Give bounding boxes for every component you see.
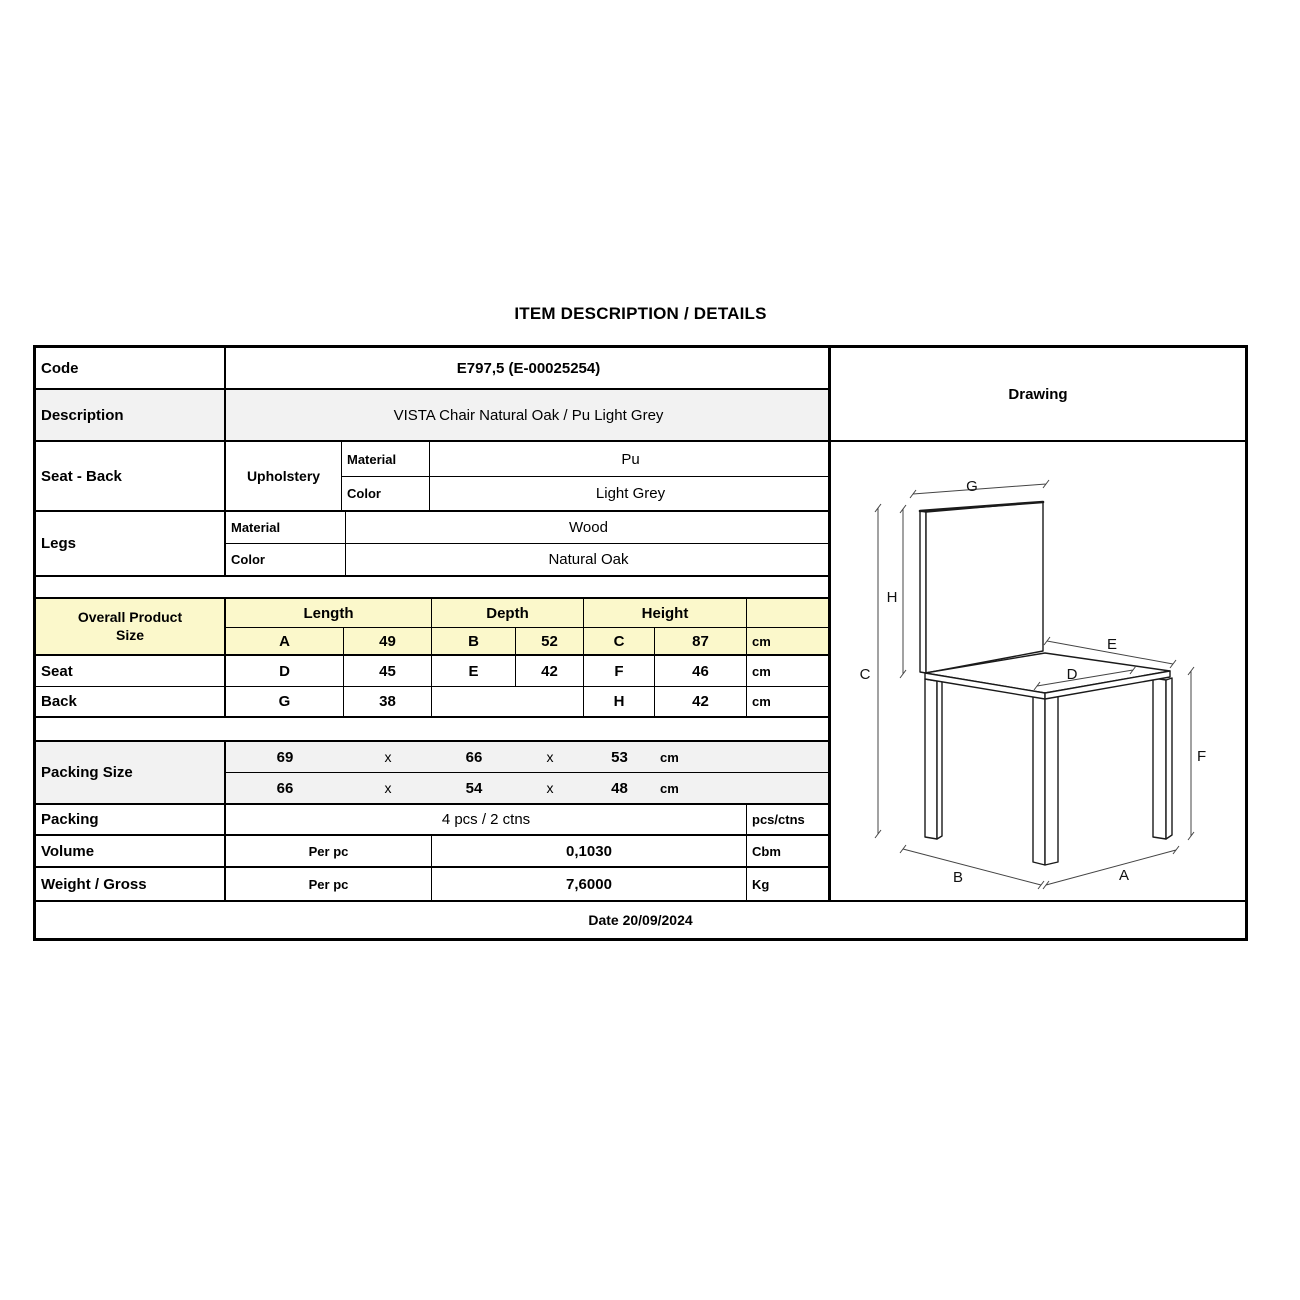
- packing-dim: 54: [465, 779, 483, 797]
- volume-basis: Per pc: [226, 836, 432, 866]
- empty-cell: [432, 687, 584, 716]
- packing-dim: 66: [276, 779, 294, 797]
- color-value: Natural Oak: [548, 551, 629, 568]
- unit-cell: cm: [660, 780, 679, 796]
- dim-label-e: E: [1106, 636, 1118, 653]
- packing-size-label: Packing Size: [36, 742, 226, 803]
- drawing-area: [831, 442, 1245, 900]
- weight-row: [36, 868, 828, 900]
- empty-cell: [747, 599, 831, 627]
- size-cell: H: [584, 687, 655, 716]
- packing-size-row: [226, 742, 831, 773]
- dim-line-a: [1043, 846, 1179, 889]
- dim-line-g: [910, 480, 1049, 498]
- material-value: Pu: [621, 450, 640, 468]
- size-cell: E: [432, 656, 516, 686]
- back-label: Back: [36, 687, 226, 716]
- length-header: Length: [226, 599, 432, 627]
- empty-cell: [36, 577, 831, 597]
- code-row: [36, 348, 828, 390]
- color-value: Light Grey: [595, 485, 666, 502]
- weight-basis: Per pc: [226, 868, 432, 900]
- unit-cell: cm: [752, 633, 771, 649]
- overall-size-row: [226, 628, 828, 654]
- table-main: [36, 348, 1245, 900]
- date-value: Date 20/09/2024: [588, 912, 693, 928]
- dim-label-c: C: [859, 666, 871, 683]
- chair-leg: [1166, 678, 1172, 839]
- chair-drawing: [831, 442, 1245, 900]
- size-cell: 45: [344, 656, 432, 686]
- size-cell: D: [226, 656, 344, 686]
- packing-dim: 69: [276, 748, 294, 766]
- packing-size-block: [36, 742, 828, 805]
- weight-label: Weight / Gross: [36, 868, 226, 900]
- packing-dim: 48: [611, 779, 628, 797]
- upholstery-label: Upholstery: [226, 442, 342, 510]
- spacer-row: [36, 577, 828, 599]
- size-cell: F: [584, 656, 655, 686]
- packing-label: Packing: [36, 805, 226, 834]
- dim-label-h: H: [886, 589, 898, 606]
- size-cell: 49: [344, 628, 432, 654]
- size-cell: 38: [344, 687, 432, 716]
- size-cell: A: [226, 628, 344, 654]
- code-value: E797,5 (E-00025254): [456, 359, 601, 377]
- packing-dim: 66: [465, 748, 483, 766]
- seat-back-block: [36, 442, 828, 512]
- depth-header: Depth: [432, 599, 584, 627]
- chair-backrest-edge: [920, 511, 926, 673]
- seat-back-subrows: [342, 442, 828, 510]
- description-label: Description: [36, 390, 226, 440]
- page-title: ITEM DESCRIPTION / DETAILS: [514, 304, 767, 323]
- size-dimension-header-row: [226, 599, 828, 628]
- seat-back-label: Seat - Back: [36, 442, 226, 510]
- packing-row: [36, 805, 828, 836]
- description-value: VISTA Chair Natural Oak / Pu Light Grey: [393, 406, 664, 424]
- date-row: [36, 900, 1245, 938]
- size-cell: 46: [655, 656, 747, 686]
- unit-cell: pcs/ctns: [752, 812, 805, 827]
- dim-label-f: F: [1197, 748, 1207, 765]
- code-label: Code: [36, 348, 226, 388]
- unit-cell: Cbm: [752, 843, 781, 859]
- dim-line-c: [875, 504, 881, 838]
- material-value: Wood: [569, 519, 608, 536]
- packing-size-row: [226, 773, 831, 803]
- legs-label: Legs: [36, 512, 226, 575]
- size-cell: 42: [516, 656, 584, 686]
- color-label: Color: [342, 477, 430, 510]
- overall-product-size-line1: Overall Product: [77, 609, 183, 625]
- dim-line-b: [900, 845, 1044, 889]
- seat-label: Seat: [36, 656, 226, 686]
- spec-columns: [36, 348, 831, 900]
- size-cell: 52: [516, 628, 584, 654]
- times-separator: x: [546, 780, 554, 796]
- overall-product-size-label: [36, 599, 226, 654]
- material-label: Material: [342, 442, 430, 476]
- dim-label-b: B: [952, 869, 964, 886]
- drawing-column: [831, 348, 1245, 900]
- unit-cell: Kg: [752, 876, 770, 892]
- packing-dim: 53: [611, 748, 628, 766]
- description-row: [36, 390, 828, 442]
- legs-color-row: [226, 544, 828, 575]
- chair-leg: [1153, 678, 1166, 839]
- size-header-subrows: [226, 599, 828, 654]
- unit-cell: cm: [660, 749, 679, 765]
- dim-label-a: A: [1118, 867, 1130, 884]
- packing-value: 4 pcs / 2 ctns: [226, 805, 747, 834]
- size-cell: C: [584, 628, 655, 654]
- times-separator: x: [384, 780, 392, 796]
- legs-subrows: [226, 512, 828, 575]
- seat-back-color-row: [342, 477, 828, 510]
- legs-block: [36, 512, 828, 577]
- material-label: Material: [226, 512, 346, 543]
- seat-back-material-row: [342, 442, 828, 477]
- chair-leg: [1033, 695, 1045, 865]
- weight-value: 7,6000: [432, 868, 747, 900]
- dim-label-g: G: [966, 478, 978, 495]
- spec-table: [33, 345, 1248, 941]
- chair-backrest: [926, 502, 1043, 673]
- color-label: Color: [226, 544, 346, 575]
- seat-size-row: [36, 656, 828, 687]
- volume-row: [36, 836, 828, 868]
- spacer-row: [36, 718, 828, 742]
- volume-label: Volume: [36, 836, 226, 866]
- dim-line-h: [900, 505, 906, 678]
- chair-leg: [925, 679, 937, 839]
- chair-leg: [937, 679, 942, 839]
- unit-cell: cm: [752, 694, 771, 709]
- volume-value: 0,1030: [432, 836, 747, 866]
- times-separator: x: [384, 749, 392, 765]
- drawing-header: Drawing: [831, 348, 1245, 442]
- packing-size-subrows: [226, 742, 828, 803]
- chair-leg: [1045, 695, 1058, 865]
- size-cell: 87: [655, 628, 747, 654]
- dim-label-d: D: [1066, 666, 1078, 683]
- size-header-block: [36, 599, 828, 656]
- dim-line-f: [1188, 667, 1194, 840]
- size-cell: 42: [655, 687, 747, 716]
- unit-cell: cm: [752, 663, 771, 679]
- height-header: Height: [584, 599, 747, 627]
- empty-cell: [36, 718, 831, 740]
- size-cell: G: [226, 687, 344, 716]
- times-separator: x: [546, 749, 554, 765]
- overall-product-size-line2: Size: [115, 626, 144, 643]
- legs-material-row: [226, 512, 828, 544]
- back-size-row: [36, 687, 828, 718]
- size-cell: B: [432, 628, 516, 654]
